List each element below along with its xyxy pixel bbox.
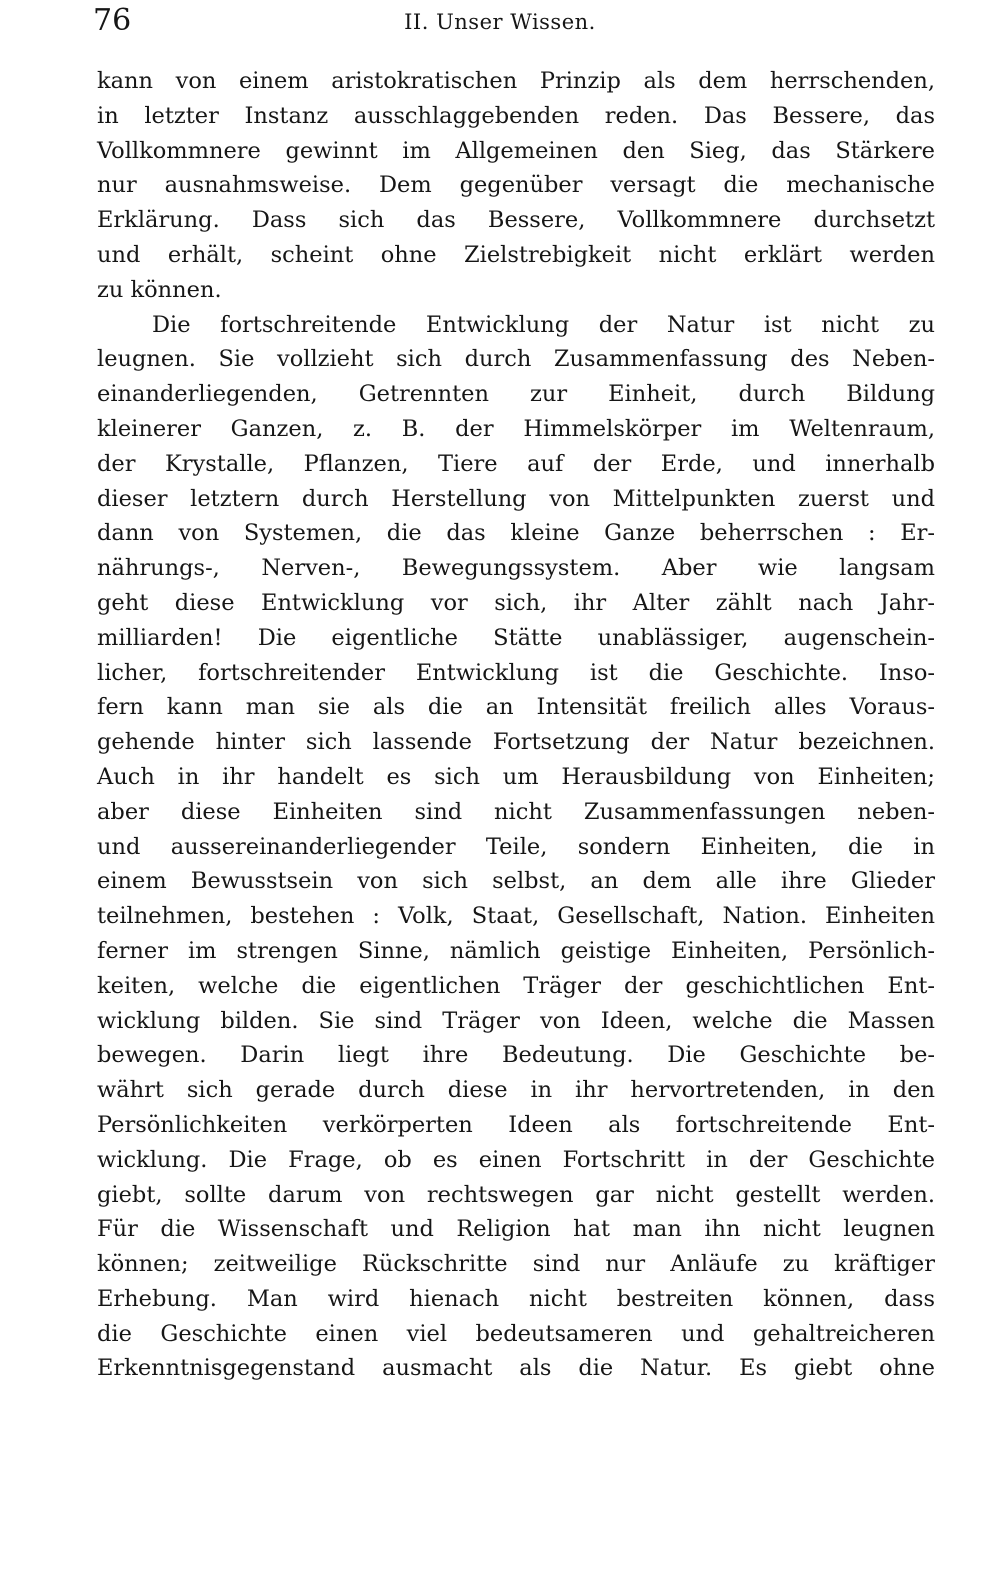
text-line: leugnen. Sie vollzieht sich durch Zusammenfassung des Neben- bbox=[97, 346, 935, 373]
text-line: die Geschichte einen viel bedeutsameren und gehaltreicheren bbox=[97, 1320, 935, 1347]
paragraph bbox=[97, 64, 935, 308]
text-line: einanderliegenden, Getrennten zur Einheit, durch Bildung bbox=[97, 381, 935, 408]
running-head: II. Unser Wissen. bbox=[404, 10, 596, 34]
text-line: in letzter Instanz ausschlaggebenden reden. Das Bessere, das bbox=[97, 102, 935, 129]
text-line: bewegen. Darin liegt ihre Bedeutung. Die Geschichte be- bbox=[97, 1042, 935, 1069]
text-line: einem Bewusstsein von sich selbst, an dem alle ihre Glieder bbox=[97, 868, 935, 895]
text-line: keiten, welche die eigentlichen Träger der geschichtlichen Ent- bbox=[97, 972, 935, 999]
text-line: Persönlichkeiten verkörperten Ideen als fortschreitende Ent- bbox=[97, 1111, 935, 1138]
text-line: Für die Wissenschaft und Religion hat man ihn nicht leugnen bbox=[97, 1216, 935, 1243]
page-number: 76 bbox=[93, 3, 132, 38]
text-line: der Krystalle, Pflanzen, Tiere auf der Erde, und innerhalb bbox=[97, 450, 935, 477]
text-line: wicklung. Die Frage, ob es einen Fortschritt in der Geschichte bbox=[97, 1146, 935, 1173]
text-line: können; zeitweilige Rückschritte sind nur Anläufe zu kräftiger bbox=[97, 1251, 935, 1278]
text-line: ferner im strengen Sinne, nämlich geistige Einheiten, Persönlich- bbox=[97, 937, 935, 964]
text-line: Erklärung. Dass sich das Bessere, Vollkommnere durchsetzt bbox=[97, 207, 935, 234]
text-line: geht diese Entwicklung vor sich, ihr Alter zählt nach Jahr- bbox=[97, 589, 935, 616]
text-line: Erhebung. Man wird hienach nicht bestreiten können, dass bbox=[97, 1285, 935, 1312]
text-line: fern kann man sie als die an Intensität freilich alles Voraus- bbox=[97, 694, 935, 721]
text-line: und aussereinanderliegender Teile, sondern Einheiten, die in bbox=[97, 833, 935, 860]
text-line: kann von einem aristokratischen Prinzip als dem herrschenden, bbox=[97, 68, 935, 94]
text-line: aber diese Einheiten sind nicht Zusammenfassungen neben- bbox=[97, 798, 935, 825]
text-line: giebt, sollte darum von rechtswegen gar nicht gestellt werden. bbox=[97, 1181, 935, 1208]
text-line: dann von Systemen, die das kleine Ganze beherrschen : Er- bbox=[97, 520, 935, 547]
text-line: Erkenntnisgegenstand ausmacht als die Natur. Es giebt ohne bbox=[97, 1355, 935, 1382]
text-line: kleinerer Ganzen, z. B. der Himmelskörper im Weltenraum, bbox=[97, 415, 935, 442]
text-line: Vollkommnere gewinnt im Allgemeinen den Sieg, das Stärkere bbox=[97, 137, 935, 164]
text-line: milliarden! Die eigentliche Stätte unablässiger, augenschein- bbox=[97, 624, 935, 651]
text-line: teilnehmen, bestehen : Volk, Staat, Gesellschaft, Nation. Einheiten bbox=[97, 903, 935, 930]
text-line: Die fortschreitende Entwicklung der Natur ist nicht zu bbox=[152, 311, 935, 338]
paragraph bbox=[97, 308, 935, 1387]
text-line: Auch in ihr handelt es sich um Herausbildung von Einheiten; bbox=[97, 763, 935, 790]
text-line: zu können. bbox=[97, 276, 222, 303]
text-line: und erhält, scheint ohne Zielstrebigkeit nicht erklärt werden bbox=[97, 241, 935, 268]
text-line: licher, fortschreitender Entwicklung ist die Geschichte. Inso- bbox=[97, 659, 935, 686]
text-line: nur ausnahmsweise. Dem gegenüber versagt die mechanische bbox=[97, 172, 935, 199]
text-line: dieser letztern durch Herstellung von Mittelpunkten zuerst und bbox=[97, 485, 935, 512]
text-line: nährungs-, Nerven-, Bewegungssystem. Aber wie langsam bbox=[97, 555, 935, 582]
text-line: gehende hinter sich lassende Fortsetzung der Natur bezeichnen. bbox=[97, 729, 935, 756]
text-line: wicklung bilden. Sie sind Träger von Ideen, welche die Massen bbox=[97, 1007, 935, 1034]
body-text bbox=[97, 64, 935, 1386]
text-line: währt sich gerade durch diese in ihr hervortretenden, in den bbox=[97, 1077, 935, 1104]
